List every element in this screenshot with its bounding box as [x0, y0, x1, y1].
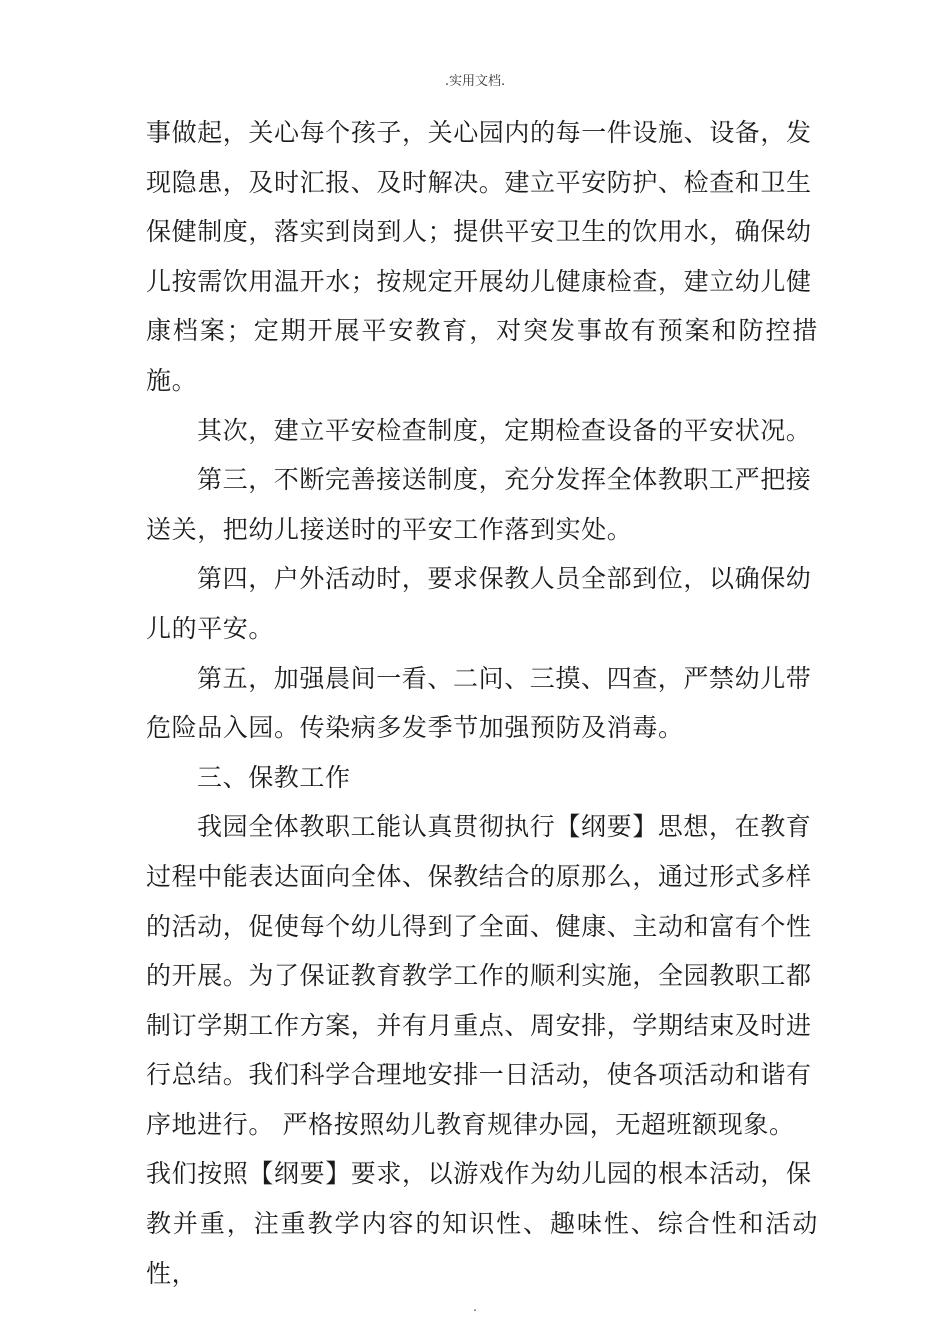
text-line: 第三，不断完善接送制度，充分发挥全体教职工严把接 — [197, 465, 812, 495]
text-line: 过程中能表达面向全体、保教结合的原那么，通过形式多样 — [146, 861, 812, 891]
text-line: 序地进行。 严格按照幼儿教育规律办园，无超班额现象。 — [146, 1109, 795, 1139]
text-line: 我们按照【纲要】要求，以游戏作为幼儿园的根本活动，保 — [146, 1159, 812, 1189]
text-line: 制订学期工作方案，并有月重点、周安排，学期结束及时进 — [146, 1010, 812, 1040]
document-body — [146, 108, 818, 1298]
text-line: 的活动，促使每个幼儿得到了全面、健康、主动和富有个性 — [146, 911, 812, 941]
text-line: 危险品入园。传染病多发季节加强预防及消毒。 — [146, 713, 684, 743]
text-line: 现隐患，及时汇报、及时解决。建立平安防护、检查和卫生 — [146, 167, 812, 197]
text-line: 三、保教工作 — [197, 762, 351, 792]
paragraph-fourth — [146, 554, 818, 653]
paragraph-second — [146, 406, 818, 456]
text-line: 康档案；定期开展平安教育，对突发事故有预案和防控措施。 — [146, 316, 818, 395]
paragraph-fifth — [146, 654, 818, 753]
text-line: 儿的平安。 — [146, 613, 275, 643]
text-line: 的开展。为了保证教育教学工作的顺利实施，全园教职工都 — [146, 961, 812, 991]
paragraph-safety-measures — [146, 108, 818, 406]
text-line: 事做起，关心每个孩子，关心园内的每一件设施、设备，发 — [146, 118, 812, 147]
text-line: 教并重，注重教学内容的知识性、趣味性、综合性和活动性， — [146, 1209, 818, 1288]
text-line: 我园全体教职工能认真贯彻执行【纲要】思想，在教育 — [197, 812, 812, 842]
section-heading — [146, 753, 818, 803]
text-line: 第四，户外活动时，要求保教人员全部到位，以确保幼 — [197, 564, 812, 594]
page-header: .实用文档. — [444, 74, 506, 89]
text-line: 送关，把幼儿接送时的平安工作落到实处。 — [146, 514, 633, 544]
text-line: 其次，建立平安检查制度，定期检查设备的平安状况。 — [197, 415, 812, 445]
paragraph-third — [146, 455, 818, 554]
text-line: 保健制度，落实到岗到人；提供平安卫生的饮用水，确保幼 — [146, 217, 812, 247]
page-footer: . — [473, 1300, 477, 1314]
text-line: 第五，加强晨间一看、二问、三摸、四查，严禁幼儿带 — [197, 663, 812, 693]
paragraph-education-work — [146, 802, 818, 1298]
text-line: 行总结。我们科学合理地安排一日活动，使各项活动和谐有 — [146, 1060, 812, 1090]
text-line: 儿按需饮用温开水；按规定开展幼儿健康检查，建立幼儿健 — [146, 266, 812, 296]
